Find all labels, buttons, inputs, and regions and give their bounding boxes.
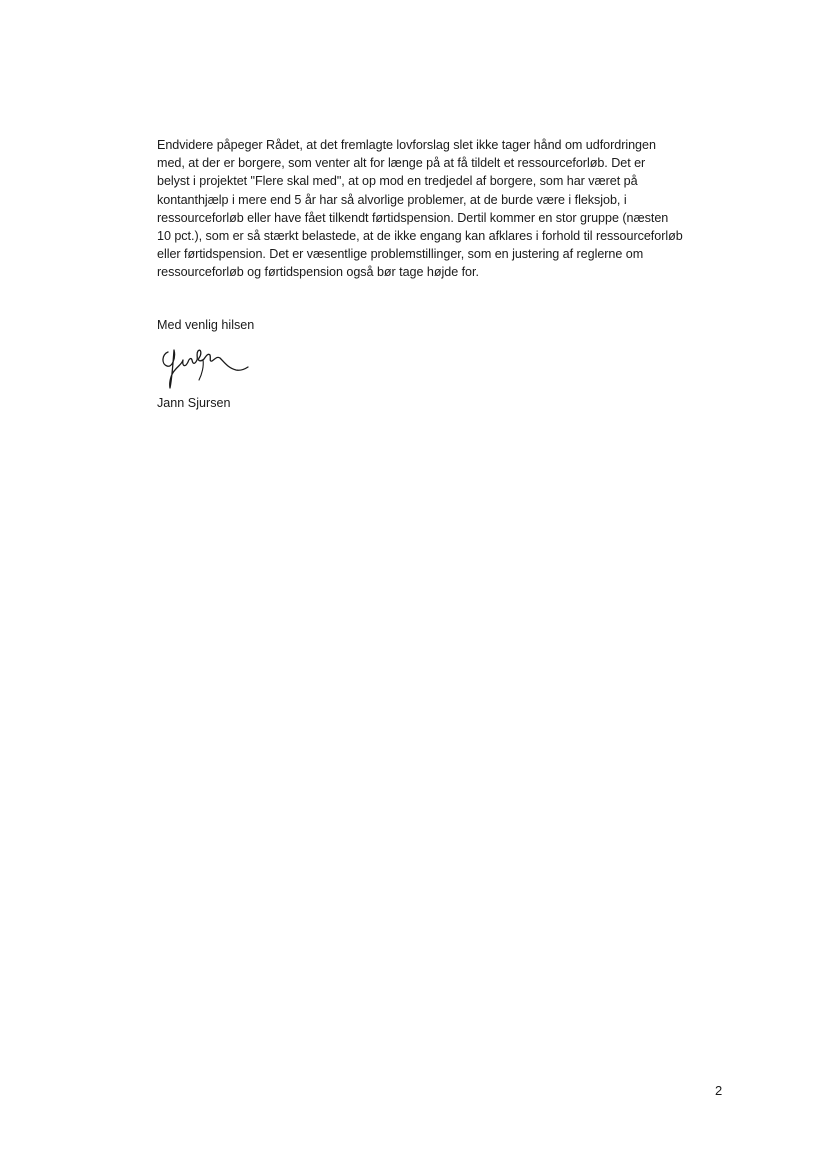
handwritten-signature: [158, 340, 258, 392]
paragraph-line: kontanthjælp i mere end 5 år har så alvorlige problemer, at de burde være i fleksjob, i: [157, 192, 627, 207]
paragraph-line: Endvidere påpeger Rådet, at det fremlagte lovforslag slet ikke tager hånd om udfordringen: [157, 138, 656, 152]
paragraph-line: belyst i projektet "Flere skal med", at op mod en tredjedel af borgere, som har været på: [157, 174, 638, 189]
body-paragraph: [157, 136, 717, 282]
paragraph-line: ressourceforløb og førtidspension også bør tage højde for.: [157, 265, 479, 280]
paragraph-line: eller førtidspension. Det er væsentlige problemstillinger, som en justering af reglerne om: [157, 247, 644, 262]
paragraph-line: 10 pct.), som er så stærkt belastede, at de ikke engang kan afklares i forhold til ressourceforløb: [157, 229, 683, 244]
page-number: 2: [715, 1083, 723, 1098]
signer-name: Jann Sjursen: [157, 396, 231, 410]
paragraph-line: med, at der er borgere, som venter alt for længe på at få tildelt et ressourceforløb. Det er: [157, 156, 646, 171]
paragraph-line: ressourceforløb eller have fået tilkendt førtidspension. Dertil kommer en stor gruppe (næsten: [157, 210, 669, 225]
closing-salutation: Med venlig hilsen: [157, 318, 255, 332]
